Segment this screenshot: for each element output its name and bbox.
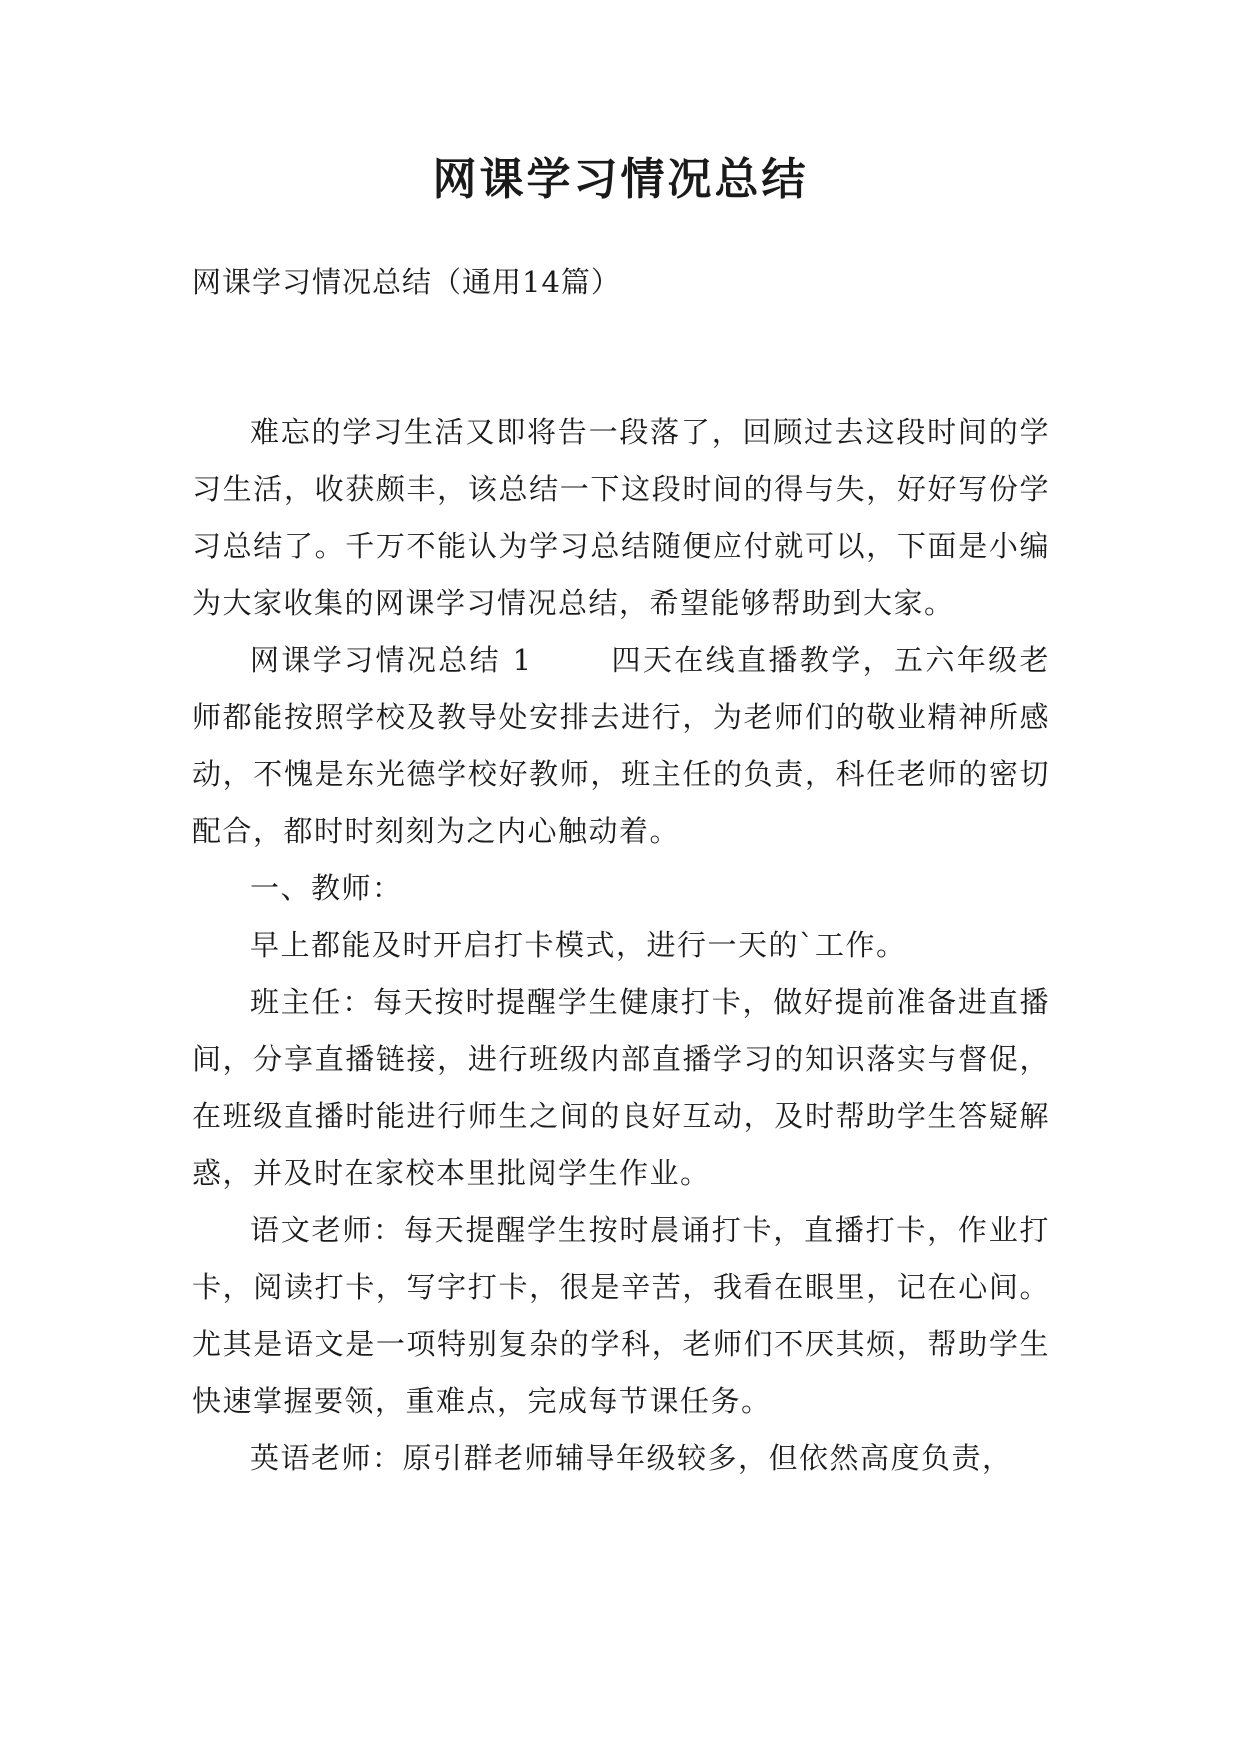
paragraph-teachers-heading: 一、教师： [250,871,403,905]
paragraph-morning: 早上都能及时开启打卡模式，进行一天的`工作。 [250,928,907,962]
document-title: 网课学习情况总结 [432,154,809,205]
paragraph-class-teacher: 班主任：每天按时提醒学生健康打卡，做好提前准备进直播间，分享直播链接，进行班级内部直播学习的知识落实与督促，在班级直播时能进行师生之间的良好互动，及时帮助学生答疑解惑，并及时在家校本里批阅学生作业。 [192,985,1050,1190]
document-subtitle: 网课学习情况总结（通用14篇） [192,265,621,299]
document-body [192,404,1050,1487]
paragraph-intro: 难忘的学习生活又即将告一段落了，回顾过去这段时间的学习生活，收获颇丰，该总结一下这段时间的得与失，好好写份学习总结了。千万不能认为学习总结随便应付就可以，下面是小编为大家收集的网课学习情况总结，希望能够帮助到大家。 [192,415,1050,620]
paragraph-section-1 [192,632,1050,860]
section-1-body: 四天在线直播教学，五六年级老师都能按照学校及教导处安排去进行，为老师们的敬业精神所感动，不愧是东光德学校好教师，班主任的负责，科任老师的密切配合，都时时刻刻为之内心触动着。 [192,643,1050,848]
section-1-heading: 网课学习情况总结 1 [250,643,533,677]
paragraph-english-teacher: 英语老师：原引群老师辅导年级较多，但依然高度负责， [250,1441,1013,1475]
paragraph-chinese-teacher: 语文老师：每天提醒学生按时晨诵打卡，直播打卡，作业打卡，阅读打卡，写字打卡，很是辛苦，我看在眼里，记在心间。尤其是语文是一项特别复杂的学科，老师们不厌其烦，帮助学生快速掌握要领，重难点，完成每节课任务。 [192,1213,1050,1418]
